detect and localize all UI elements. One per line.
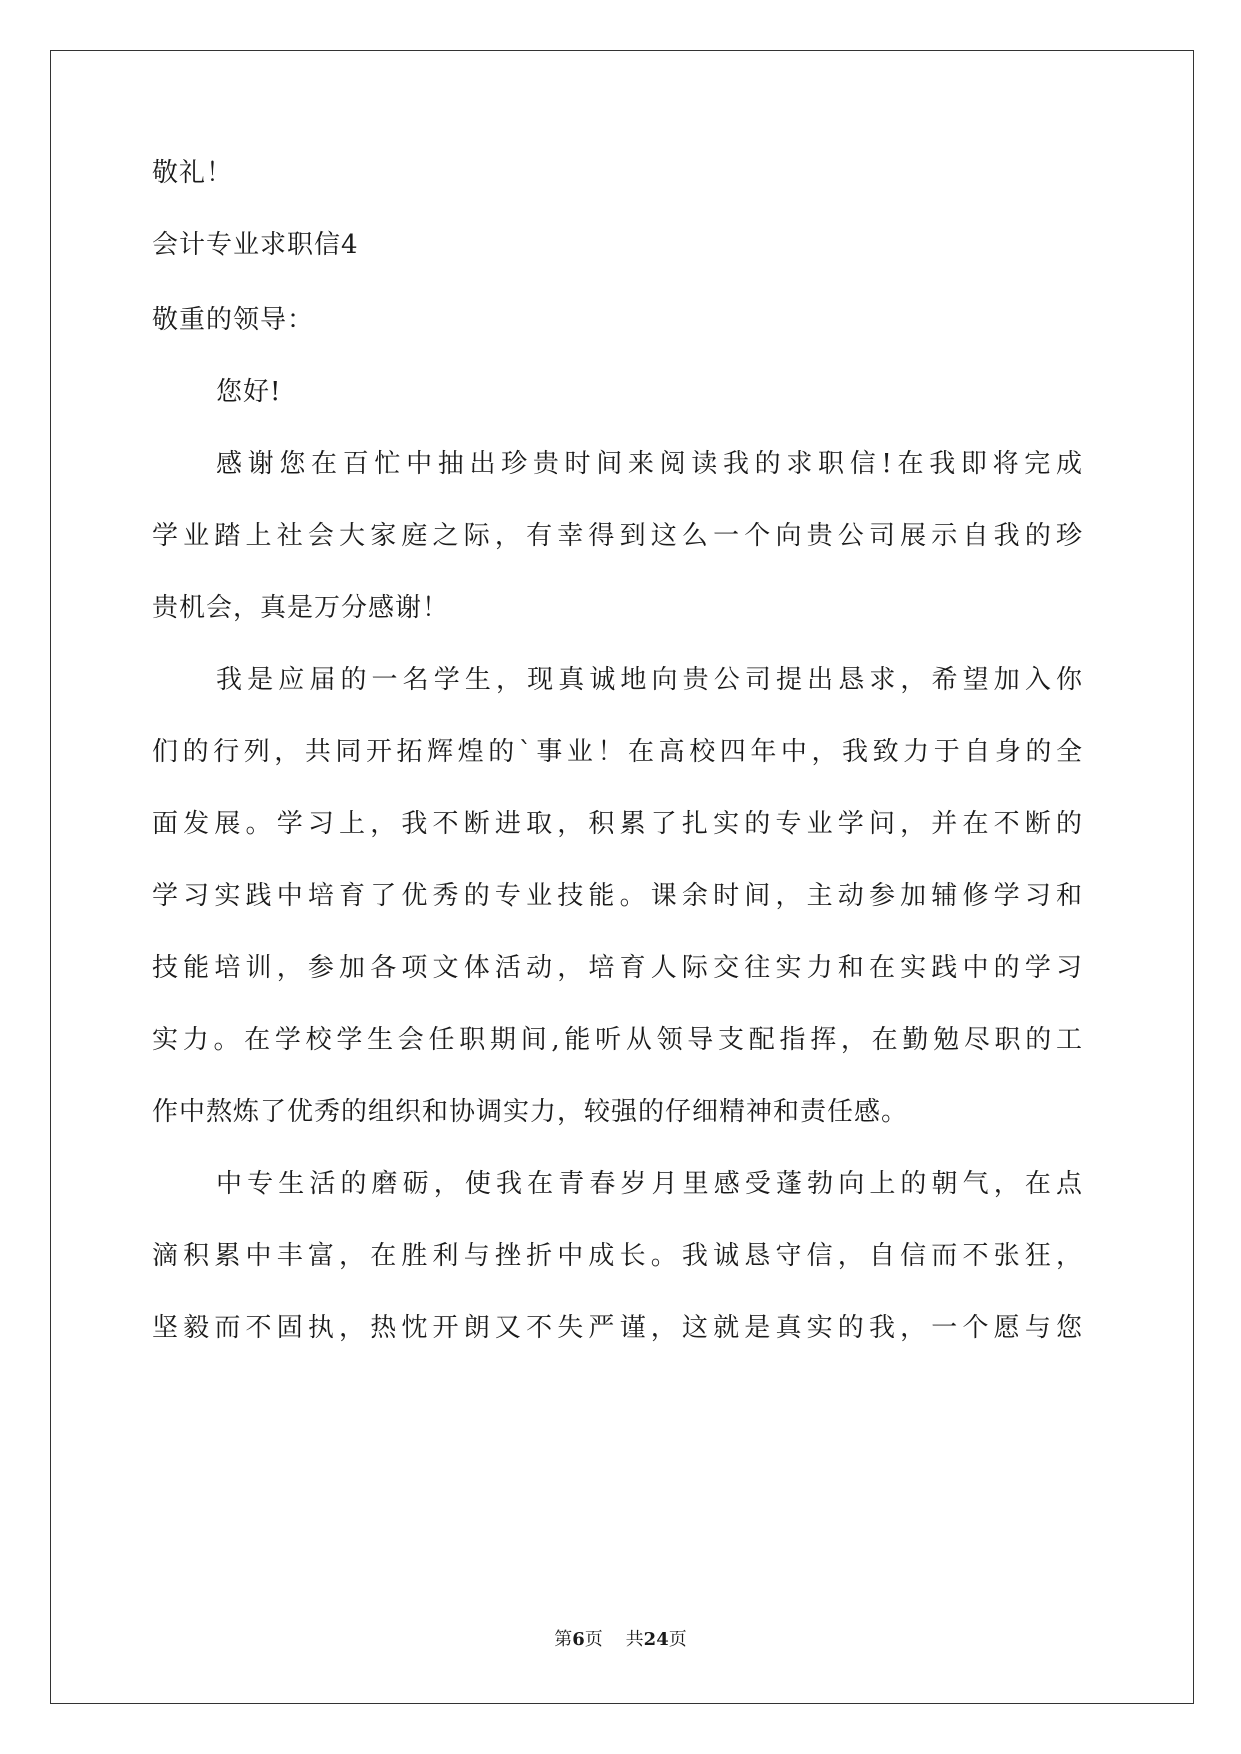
paragraph-line: 坚毅而不固执，热忱开朗又不失严谨，这就是真实的我，一个愿与您 [152, 1313, 1082, 1343]
paragraph-line: 们的行列，共同开拓辉煌的`事业！在高校四年中，我致力于自身的全 [152, 737, 1082, 767]
page-suffix: 页 [584, 1629, 603, 1650]
paragraph-line: 实力。在学校学生会任职期间,能听从领导支配指挥，在勤勉尽职的工 [152, 1025, 1082, 1055]
page-number: 6 [572, 1629, 585, 1650]
paragraph-line: 学习实践中培育了优秀的专业技能。课余时间，主动参加辅修学习和 [152, 881, 1082, 911]
paragraph-line: 学业踏上社会大家庭之际，有幸得到这么一个向贵公司展示自我的珍 [152, 521, 1082, 551]
page-footer [0, 1628, 1241, 1652]
total-pages: 24 [643, 1629, 669, 1650]
page-border [50, 50, 1194, 1704]
paragraph-line: 面发展。学习上，我不断进取，积累了扎实的专业学问，并在不断的 [152, 809, 1082, 839]
paragraph-line: 我是应届的一名学生，现真诚地向贵公司提出恳求，希望加入你 [216, 665, 1082, 695]
hello-line: 您好! [216, 377, 282, 407]
paragraph-line: 作中熬炼了优秀的组织和协调实力，较强的仔细精神和责任感。 [152, 1097, 909, 1127]
total-suffix: 页 [668, 1629, 687, 1650]
letter-title: 会计专业求职信4 [152, 230, 359, 260]
page-prefix: 第 [554, 1629, 573, 1650]
greeting: 敬重的领导： [152, 305, 315, 335]
closing-salutation: 敬礼！ [152, 158, 234, 188]
paragraph-line: 贵机会，真是万分感谢！ [152, 593, 450, 623]
paragraph-line: 技能培训，参加各项文体活动，培育人际交往实力和在实践中的学习 [152, 953, 1082, 983]
paragraph-line: 滴积累中丰富，在胜利与挫折中成长。我诚恳守信，自信而不张狂， [152, 1241, 1082, 1271]
paragraph-line: 感谢您在百忙中抽出珍贵时间来阅读我的求职信!在我即将完成 [216, 449, 1082, 479]
total-prefix: 共 [625, 1629, 644, 1650]
paragraph-line: 中专生活的磨砺，使我在青春岁月里感受蓬勃向上的朝气，在点 [216, 1169, 1082, 1199]
